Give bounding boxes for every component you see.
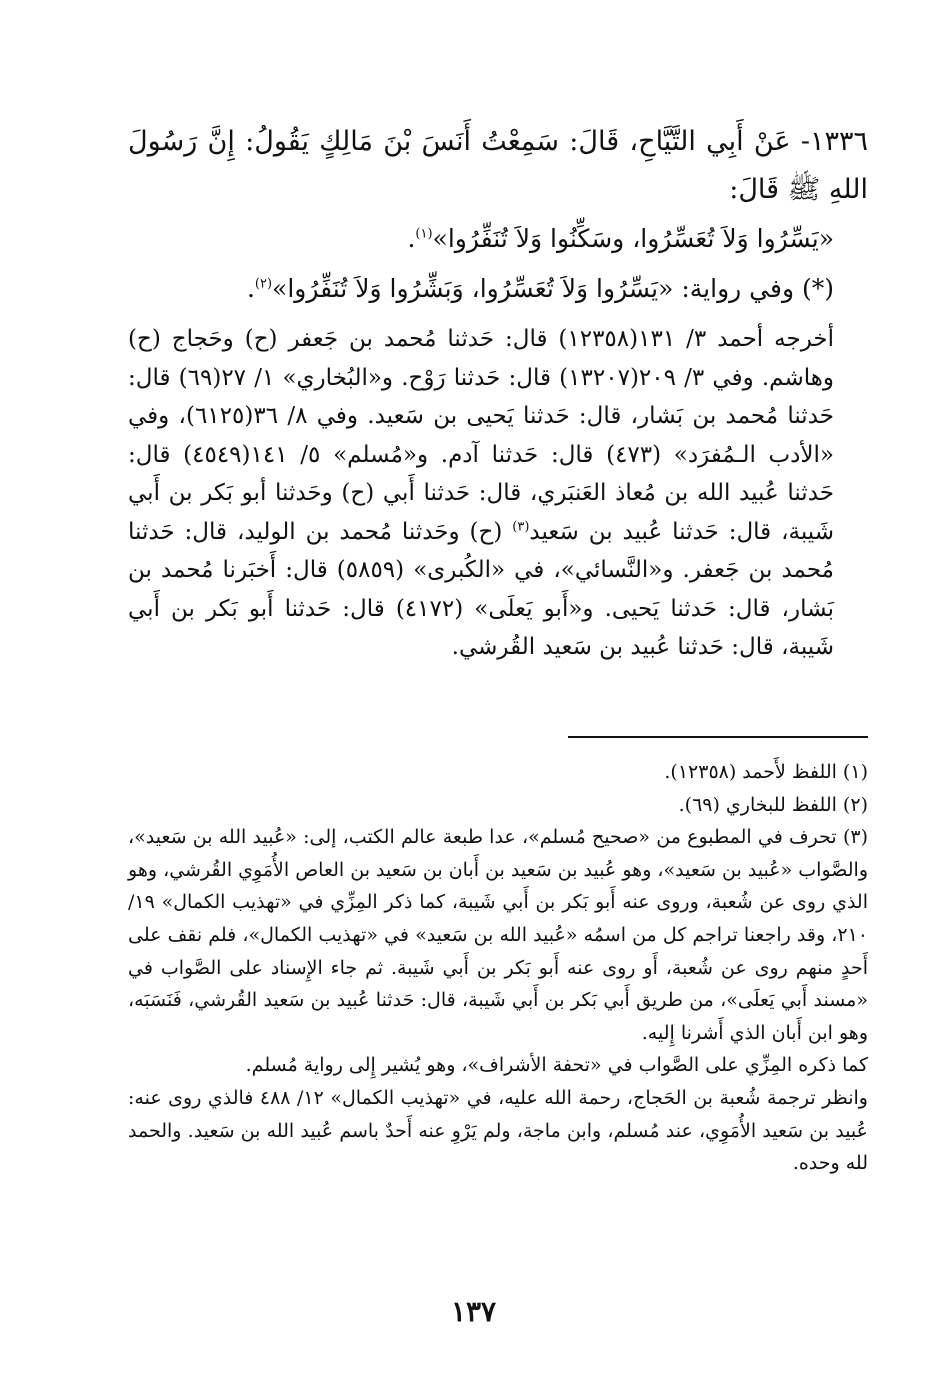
footnote-1: (١) اللفظ لأَحمد (١٢٣٥٨). (664, 761, 868, 783)
matn-primary: «يَسِّرُوا وَلاَ تُعَسِّرُوا، وسَكِّنُوا وَلاَ تُنَفِّرُوا»$^{(١)}$. (407, 224, 834, 253)
main-text (128, 118, 868, 667)
page-number: ١٣٧ (450, 1295, 497, 1328)
footnotes-section (128, 756, 868, 1180)
footnote-ref-3[interactable]: (٣) (512, 518, 530, 534)
matn-variant: (*) وفي رواية: «يَسِّرُوا وَلاَ تُعَسِّرُوا، وَبَشِّرُوا وَلاَ تُنَفِّرُوا»$^{(٢)}$. (246, 274, 834, 303)
takhrij-text-a: أخرجه أحمد ٣/ ١٣١(١٢٣٥٨) قال: حَدثنا مُحمد بن جَعفر (ح) وحَجاج (ح) وهاشم. وفي ٣/ ٢٠٩(١٣٢٠٧) قال: حَدثنا رَوْح. و«البُخاري» ١/ ٢٧(٦٩) قال: حَدثنا مُحمد بن بَشار، قال: حَدثنا يَحيى بن سَعيد. وفي ٨/ ٣٦(٦١٢٥)، وفي «الأدب الـمُفرَد» (٤٧٣) قال: حَدثنا آدم. و«مُسلم» ٥/ ١٤١(٤٥٤٩) قال: حَدثنا عُبيد الله بن مُعاذ العَنبَري، قال: حَدثنا أَبي (ح) وحَدثنا أبو بَكر بن أَبي شَيبة، قال: حَدثنا عُبيد بن سَعيد (128, 326, 835, 545)
footnote-3-final: وانظر ترجمة شُعبة بن الحَجاج، رحمة الله عليه، في «تهذيب الكمال» ١٢/ ٤٨٨ فالذي روى عنه: عُبيد بن سَعيد الأُمَوِي، عند مُسلم، وابن ماجة، ولم يَرْوِ عنه أَحدٌ باسم عُبيد الله بن سَعيد. والحمد لله وحده. (128, 1086, 868, 1175)
takhrij-text-b: (ح) وحَدثنا مُحمد بن الوليد، قال: حَدثنا مُحمد بن جَعفر. و«النَّسائي»، في «الكُبرى» (٥٨٥٩) قال: أَخبَرنا مُحمد بن بَشار، قال: حَدثنا يَحيى. و«أَبو يَعلَى» (٤١٧٢) قال: حَدثنا أَبو بَكر بن أَبي شَيبة، قال: حَدثنا عُبيد بن سَعيد القُرشي. (128, 518, 835, 660)
footnote-separator (568, 736, 868, 738)
footnote-ref-2[interactable]: (٢) (254, 276, 273, 292)
footnote-3-continuation: كما ذكره المِزِّي على الصَّواب في «تحفة الأشراف»، وهو يُشير إِلى رواية مُسلم. (245, 1054, 868, 1077)
footnote-2: (٢) اللفظ للبخاري (٦٩). (678, 793, 868, 816)
footnote-3: (٣) تحرف في المطبوع من «صحيح مُسلم»، عدا طبعة عالم الكتب، إلى: «عُبيد الله بن سَعيد»، والصَّواب «عُبيد بن سَعيد»، وهو عُبيد بن سَعيد بن أَبان بن سَعيد بن العاص الأُمَوِي القُرشي، وهو الذي روى عن شُعبة، وروى عنه أَبو بَكر بن أَبي شَيبة، كما ذكر المِزِّي في «تهذيب الكمال» ١٩/ ٢١٠، وقد راجعنا تراجم كل من اسمُه «عُبيد الله بن سَعيد» في «تهذيب الكمال»، فلم نقف على أَحدٍ منهم روى عن شُعبة، أَو روى عنه أَبو بَكر بن أَبي شَيبة. ثم جاء الإِسناد على الصَّواب في «مسند أَبي يَعلَى»، من طريق أَبي بَكر بن أَبي شَيبة، قال: حَدثنا عُبيد بن سَعيد القُرشي، فَنَسَبَه، وهو ابن أَبان الذي أَشرنا إِليه. (128, 826, 868, 1044)
takhrij-paragraph (128, 320, 868, 667)
hadith-number-line: ١٣٣٦- عَنْ أَبِي التَّيَّاحِ، قَالَ: سَمِعْتُ أَنَسَ بْنَ مَالِكٍ يَقُولُ: إِنَّ رَسُولَ اللهِ ﷺ قَالَ: (128, 126, 868, 205)
matn-text-2: (*) وفي رواية: «يَسِّرُوا وَلاَ تُعَسِّرُوا، وَبَشِّرُوا وَلاَ تُنَفِّرُوا» (272, 274, 834, 303)
footnote-ref-1[interactable]: (١) (415, 226, 433, 242)
hadith-heading (128, 118, 868, 214)
matn-text-1: «يَسِّرُوا وَلاَ تُعَسِّرُوا، وسَكِّنُوا وَلاَ تُنَفِّرُوا» (432, 224, 834, 253)
